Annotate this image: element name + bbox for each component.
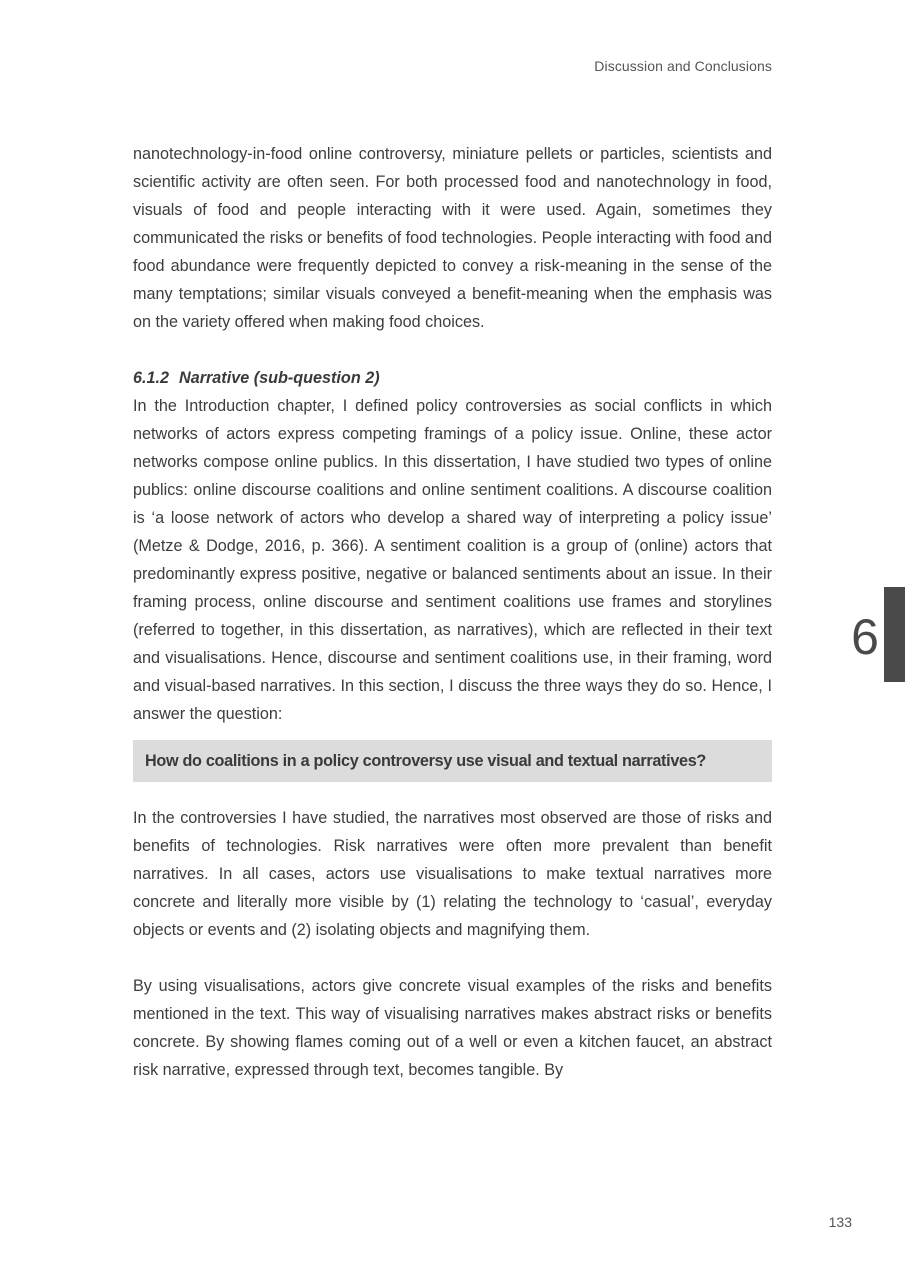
page-number: 133: [828, 1214, 852, 1230]
chapter-tab: [884, 587, 905, 682]
section-number: 6.1.2: [133, 369, 170, 387]
section-title: Narrative (sub-question 2): [179, 369, 380, 387]
section-heading: [133, 364, 772, 392]
page-content: [133, 140, 772, 1084]
paragraph-4: By using visualisations, actors give concrete visual examples of the risks and benefits mentioned in the text. This way of visualising narratives makes abstract risks or benefits concrete. By showing flames coming out of a well or even a kitchen faucet, an abstract risk narrative, expressed through text, becomes tangible. By: [133, 977, 772, 1079]
research-question: How do coalitions in a policy controversy use visual and textual narratives?: [145, 751, 707, 770]
paragraph-3: In the controversies I have studied, the narratives most observed are those of risks and benefits of technologies. Risk narratives were often more prevalent than benefit narratives. In all cases, actors use visualisations to make textual narratives more concrete and literally more visible by (1) relating the technology to ‘casual’, everyday objects or events and (2) isolating objects and magnifying them.: [133, 809, 772, 939]
chapter-number: 6: [851, 609, 879, 665]
question-box: [133, 740, 772, 782]
paragraph-2: In the Introduction chapter, I defined policy controversies as social conflicts in which networks of actors express competing framings of a policy issue. Online, these actor networks compose online publics. In this dissertation, I have studied two types of online publics: online discourse coalitions and online sentiment coalitions. A discourse coalition is ‘a loose network of actors who develop a shared way of interpreting a policy issue’ (Metze & Dodge, 2016, p. 366). A sentiment coalition is a group of (online) actors that predominantly express positive, negative or balanced sentiments about an issue. In their framing process, online discourse and sentiment coalitions use frames and storylines (referred to together, in this dissertation, as narratives), which are reflected in their text and visualisations. Hence, discourse and sentiment coalitions use, in their framing, word and visual-based narratives. In this section, I discuss the three ways they do so. Hence, I answer the question:: [133, 397, 772, 723]
running-header: Discussion and Conclusions: [594, 58, 772, 74]
paragraph-1: nanotechnology-in-food online controversy, miniature pellets or particles, scientists and scientific activity are often seen. For both processed food and nanotechnology in food, visuals of food and people interacting with it were used. Again, sometimes they communicated the risks or benefits of food technologies. People interacting with food and food abundance were frequently depicted to convey a risk-meaning in the sense of the many temptations; similar visuals conveyed a benefit-meaning when the emphasis was on the variety offered when making food choices.: [133, 145, 772, 331]
